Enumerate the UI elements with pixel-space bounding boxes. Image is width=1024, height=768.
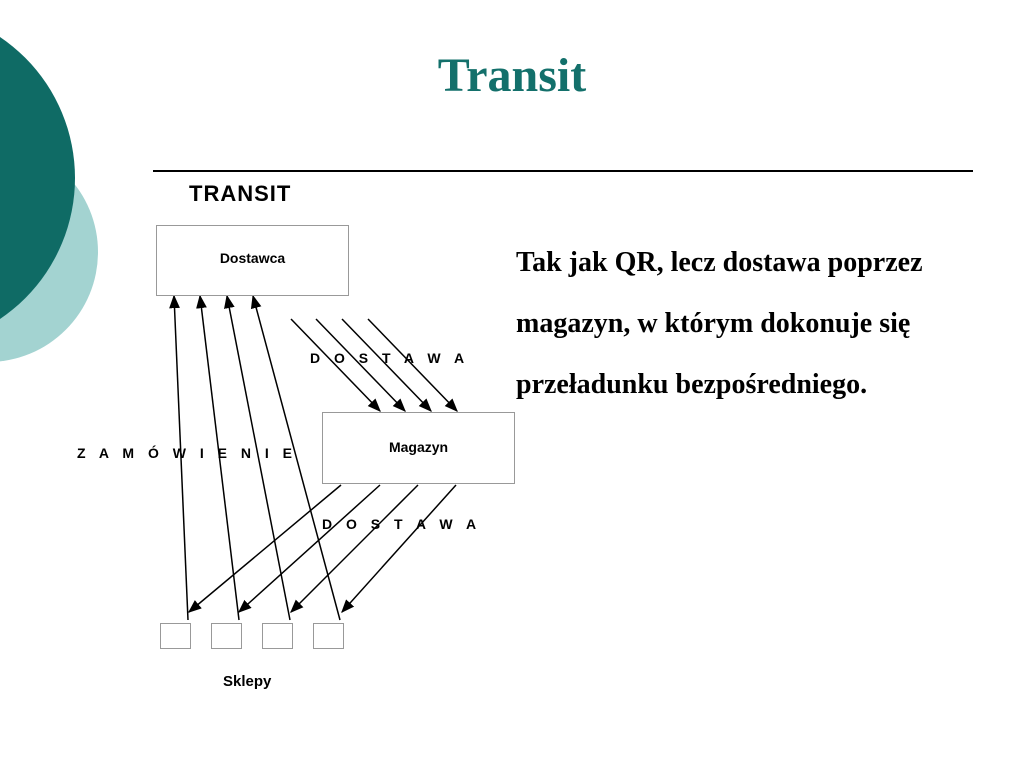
slide-title: Transit: [437, 49, 587, 102]
supplier-label: Dostawca: [219, 250, 286, 266]
description-line: Tak jak QR, lecz dostawa poprzez: [516, 247, 923, 278]
shop-box: [160, 623, 191, 649]
delivery-label-top: D O S T A W A: [310, 350, 470, 366]
description-text: [516, 232, 1021, 415]
shop-box: [313, 623, 344, 649]
shop-box: [211, 623, 242, 649]
warehouse-label: Magazyn: [388, 439, 449, 455]
description-line: przeładunku bezpośredniego.: [516, 369, 868, 400]
delivery-label-bottom: D O S T A W A: [322, 516, 482, 532]
supplier-box: [156, 225, 349, 296]
shop-box: [262, 623, 293, 649]
shops-label: Sklepy: [223, 673, 272, 690]
delivery-arrow-to-shops: [189, 485, 341, 612]
warehouse-box: [322, 412, 515, 484]
description-line: magazyn, w którym dokonuje się: [516, 308, 911, 339]
diagram-heading: TRANSIT: [189, 181, 292, 206]
order-label: Z A M Ó W I E N I E: [77, 445, 297, 461]
